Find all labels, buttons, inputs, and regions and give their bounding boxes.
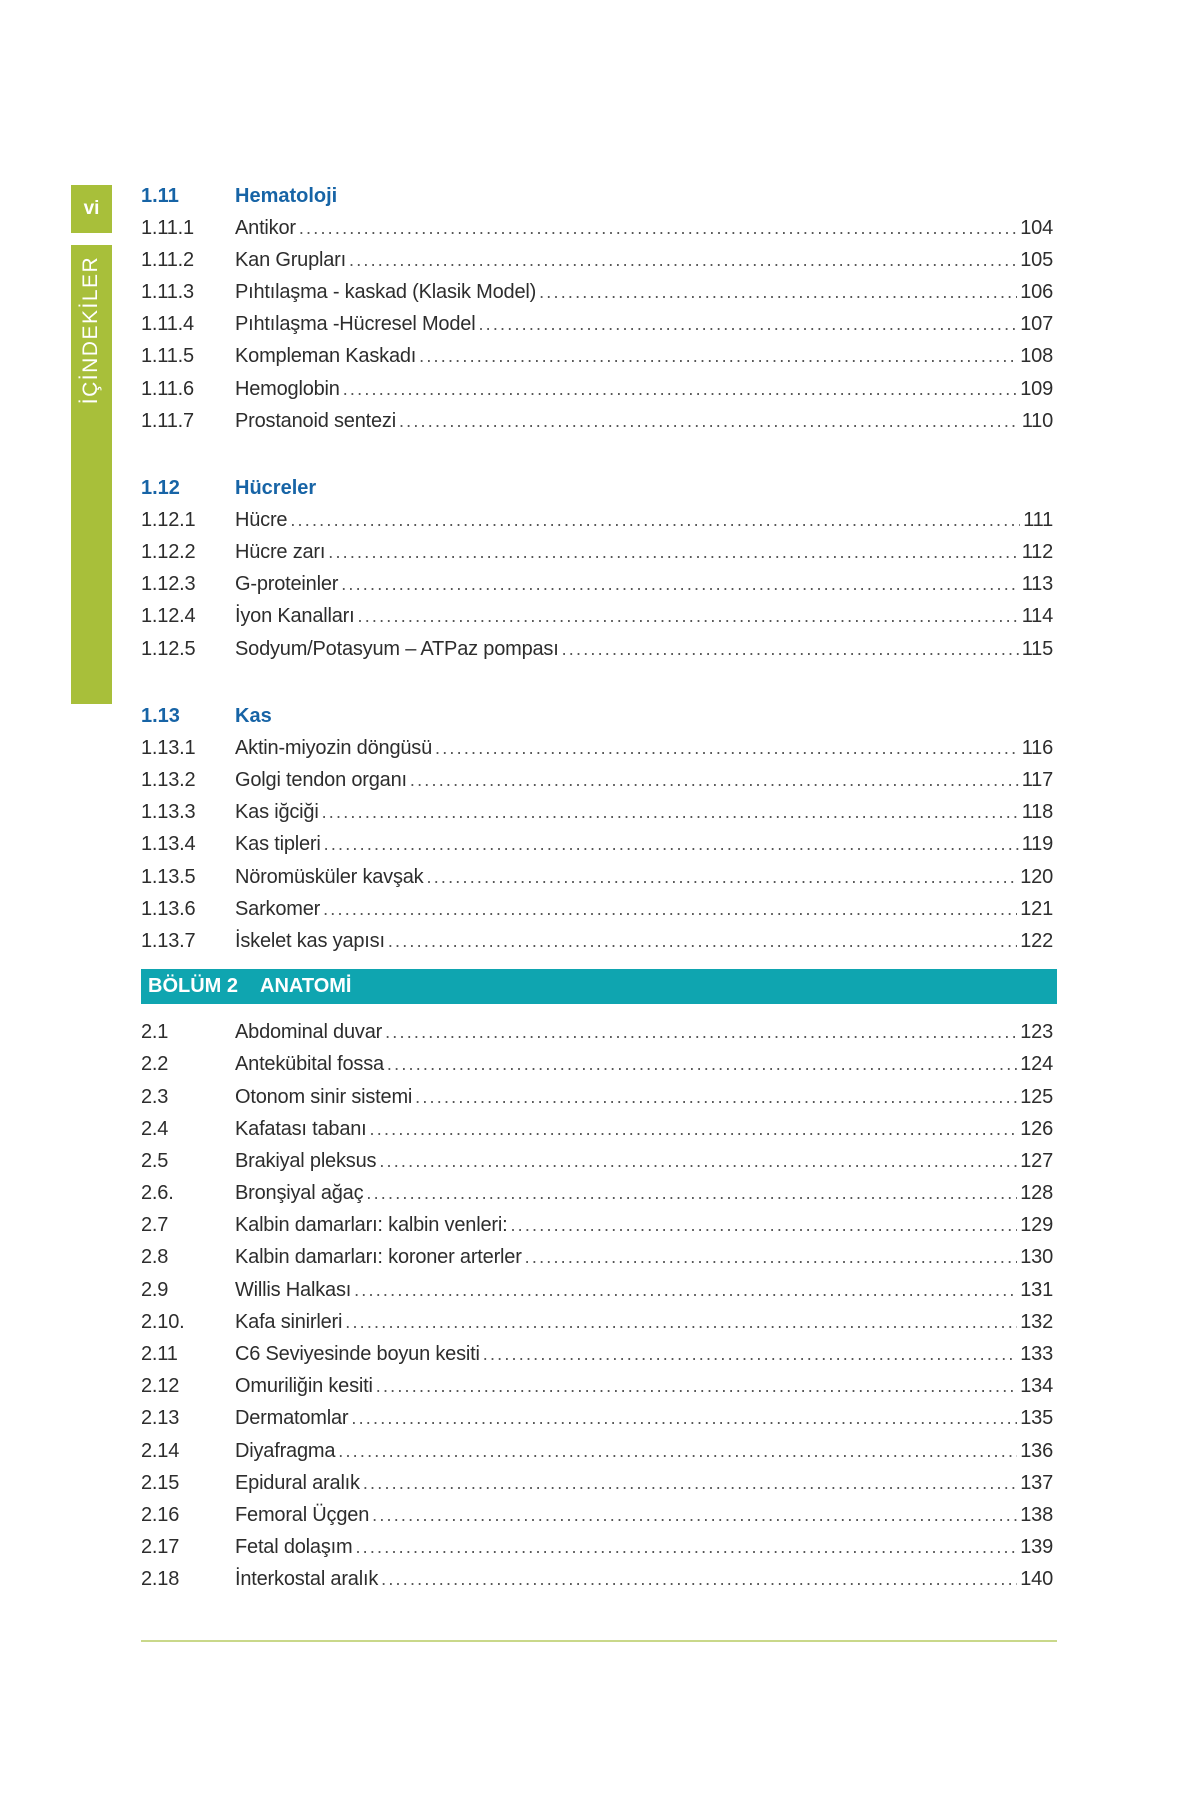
entry-title: Kan Grupları: [235, 248, 346, 271]
entry-page: 118: [1021, 801, 1053, 824]
entry-number: 1.13.4: [141, 833, 196, 856]
chapter-number: BÖLÜM 2: [148, 974, 238, 997]
toc-entry[interactable]: [141, 1274, 1053, 1306]
dot-leader: [351, 1408, 1017, 1429]
entry-page: 135: [1020, 1407, 1053, 1430]
entry-number: 2.10.: [141, 1310, 185, 1333]
toc-entry[interactable]: [141, 925, 1053, 957]
entry-page: 132: [1020, 1310, 1053, 1333]
dot-leader: [376, 1376, 1017, 1397]
section-heading[interactable]: [141, 700, 1053, 732]
entry-title: Nöromüsküler kavşak: [235, 865, 424, 888]
dot-leader: [322, 802, 1019, 823]
entry-page: 116: [1021, 736, 1053, 759]
dot-leader: [483, 1344, 1017, 1365]
dot-leader: [354, 1280, 1017, 1301]
entry-title: Dermatomlar: [235, 1407, 349, 1430]
entry-title: Willis Halkası: [235, 1278, 352, 1301]
toc-entry[interactable]: [141, 1049, 1053, 1081]
dot-leader: [387, 1054, 1017, 1075]
page-number: vi: [83, 198, 100, 219]
dot-leader: [355, 1537, 1017, 1558]
entry-page: 124: [1020, 1053, 1053, 1076]
entry-page: 112: [1021, 541, 1053, 564]
page-number-tab: [71, 185, 112, 233]
toc-entry[interactable]: [141, 1145, 1053, 1177]
dot-leader: [410, 770, 1019, 791]
entry-page: 139: [1020, 1536, 1053, 1559]
entry-title: Kas iğciği: [235, 801, 319, 824]
entry-title: G-proteinler: [235, 573, 339, 596]
entry-number: 1.12.1: [141, 508, 196, 531]
toc-entry[interactable]: [141, 244, 1053, 276]
toc-entry[interactable]: [141, 1338, 1053, 1370]
toc-entry[interactable]: [141, 861, 1053, 893]
dot-leader: [381, 1569, 1017, 1590]
toc-section-1-12: [141, 472, 1053, 665]
entry-title: Bronşiyal ağaç: [235, 1182, 364, 1205]
entry-number: 2.7: [141, 1214, 169, 1237]
toc-entry[interactable]: [141, 212, 1053, 244]
dot-leader: [323, 899, 1017, 920]
dot-leader: [343, 379, 1017, 400]
toc-entry[interactable]: [141, 276, 1053, 308]
dot-leader: [525, 1247, 1018, 1268]
entry-number: 1.11.4: [141, 313, 194, 336]
entry-title: Epidural aralık: [235, 1471, 360, 1494]
toc-entry[interactable]: [141, 764, 1053, 796]
section-number: 1.13: [141, 704, 180, 727]
entry-number: 2.18: [141, 1568, 180, 1591]
entry-number: 2.4: [141, 1117, 169, 1140]
entry-title: Pıhtılaşma - kaskad (Klasik Model): [235, 280, 537, 303]
entry-number: 2.8: [141, 1246, 169, 1269]
entry-title: Kafa sinirleri: [235, 1310, 343, 1333]
entry-title: Abdominal duvar: [235, 1021, 383, 1044]
entry-number: 1.11.5: [141, 345, 194, 368]
dot-leader: [435, 738, 1019, 759]
entry-number: 2.17: [141, 1536, 180, 1559]
entry-page: 128: [1020, 1182, 1053, 1205]
entry-page: 129: [1020, 1214, 1053, 1237]
dot-leader: [370, 1119, 1018, 1140]
entry-title: Sarkomer: [235, 897, 321, 920]
toc-entry[interactable]: [141, 1564, 1053, 1596]
entry-number: 1.12.3: [141, 573, 196, 596]
toc-entry[interactable]: [141, 1081, 1053, 1113]
chapter-heading-bar[interactable]: [141, 969, 1057, 1004]
chapter-title: ANATOMİ: [260, 974, 352, 997]
dot-leader: [510, 1215, 1017, 1236]
toc-entry[interactable]: [141, 309, 1053, 341]
entry-number: 1.11.6: [141, 377, 194, 400]
entry-page: 136: [1020, 1439, 1053, 1462]
entry-title: Brakiyal pleksus: [235, 1149, 377, 1172]
entry-page: 125: [1020, 1085, 1053, 1108]
entry-number: 2.15: [141, 1471, 180, 1494]
entry-title: Femoral Üçgen: [235, 1503, 370, 1526]
entry-page: 138: [1020, 1503, 1053, 1526]
entry-page: 127: [1020, 1149, 1053, 1172]
entry-title: Pıhtılaşma -Hücresel Model: [235, 313, 476, 336]
entry-number: 1.13.5: [141, 865, 196, 888]
toc-entry[interactable]: [141, 633, 1053, 665]
side-section-label: [71, 245, 112, 415]
entry-number: 1.11.1: [141, 216, 194, 239]
section-heading[interactable]: [141, 180, 1053, 212]
dot-leader: [366, 1183, 1017, 1204]
entry-page: 109: [1020, 377, 1053, 400]
entry-number: 2.6.: [141, 1182, 174, 1205]
entry-title: C6 Seviyesinde boyun kesiti: [235, 1343, 480, 1366]
dot-leader: [399, 411, 1019, 432]
entry-title: Hemoglobin: [235, 377, 340, 400]
dot-leader: [290, 510, 1020, 531]
dot-leader: [388, 931, 1017, 952]
toc-entry[interactable]: [141, 1467, 1053, 1499]
entry-page: 140: [1020, 1568, 1053, 1591]
entry-title: Kalbin damarları: kalbin venleri:: [235, 1214, 508, 1237]
dot-leader: [562, 639, 1019, 660]
entry-number: 1.12.2: [141, 541, 196, 564]
entry-title: Omuriliğin kesiti: [235, 1375, 373, 1398]
entry-page: 110: [1021, 409, 1053, 432]
toc-entry[interactable]: [141, 1017, 1053, 1049]
entry-number: 1.13.7: [141, 929, 196, 952]
entry-title: Fetal dolaşım: [235, 1536, 353, 1559]
entry-page: 108: [1020, 345, 1053, 368]
toc-entry[interactable]: [141, 893, 1053, 925]
entry-title: Hücre zarı: [235, 541, 326, 564]
dot-leader: [363, 1473, 1017, 1494]
entry-page: 120: [1020, 865, 1053, 888]
entry-title: Sodyum/Potasyum – ATPaz pompası: [235, 637, 559, 660]
entry-number: 1.13.1: [141, 736, 196, 759]
entry-page: 119: [1021, 833, 1053, 856]
entry-page: 106: [1020, 280, 1053, 303]
entry-number: 2.5: [141, 1149, 169, 1172]
entry-number: 1.11.7: [141, 409, 194, 432]
entry-number: 1.12.4: [141, 605, 196, 628]
toc-entry[interactable]: [141, 829, 1053, 861]
entry-number: 1.11.2: [141, 248, 194, 271]
entry-page: 130: [1020, 1246, 1053, 1269]
toc-entry[interactable]: [141, 341, 1053, 373]
dot-leader: [539, 282, 1017, 303]
toc-entry[interactable]: [141, 1532, 1053, 1564]
entry-title: Kalbin damarları: koroner arterler: [235, 1246, 522, 1269]
entry-number: 2.2: [141, 1053, 169, 1076]
section-number: 1.11: [141, 184, 179, 207]
entry-page: 126: [1020, 1117, 1053, 1140]
toc-entry[interactable]: [141, 405, 1053, 437]
entry-number: 1.11.3: [141, 280, 194, 303]
entry-title: İskelet kas yapısı: [235, 929, 385, 952]
entry-page: 105: [1020, 248, 1053, 271]
toc-entry[interactable]: [141, 1403, 1053, 1435]
dot-leader: [419, 346, 1017, 367]
entry-page: 137: [1020, 1471, 1053, 1494]
entry-number: 2.12: [141, 1375, 180, 1398]
entry-number: 2.14: [141, 1439, 180, 1462]
toc-entry[interactable]: [141, 732, 1053, 764]
entry-title: Hücre: [235, 508, 288, 531]
entry-number: 2.16: [141, 1503, 180, 1526]
table-of-contents: [141, 180, 1053, 1631]
entry-title: Antekübital fossa: [235, 1053, 384, 1076]
dot-leader: [372, 1505, 1017, 1526]
toc-entry[interactable]: [141, 1306, 1053, 1338]
toc-entry[interactable]: [141, 1113, 1053, 1145]
entry-number: 1.13.2: [141, 769, 196, 792]
toc-entry[interactable]: [141, 797, 1053, 829]
toc-entry[interactable]: [141, 569, 1053, 601]
entry-page: 121: [1020, 897, 1053, 920]
dot-leader: [338, 1441, 1017, 1462]
toc-entry[interactable]: [141, 373, 1053, 405]
dot-leader: [349, 250, 1017, 271]
entry-page: 123: [1020, 1021, 1053, 1044]
toc-entry[interactable]: [141, 1499, 1053, 1531]
entry-page: 133: [1020, 1343, 1053, 1366]
entry-number: 1.13.3: [141, 801, 196, 824]
section-title: Hematoloji: [235, 184, 338, 207]
entry-page: 113: [1021, 573, 1053, 596]
dot-leader: [299, 218, 1017, 239]
dot-leader: [341, 574, 1019, 595]
entry-title: Kas tipleri: [235, 833, 321, 856]
entry-number: 2.3: [141, 1085, 169, 1108]
entry-title: Antikor: [235, 216, 296, 239]
toc-entry[interactable]: [141, 1371, 1053, 1403]
entry-title: Kafatası tabanı: [235, 1117, 367, 1140]
section-title: Kas: [235, 704, 272, 727]
dot-leader: [358, 606, 1019, 627]
entry-page: 131: [1020, 1278, 1053, 1301]
entry-title: Golgi tendon organı: [235, 769, 407, 792]
section-heading[interactable]: [141, 472, 1053, 504]
entry-page: 114: [1021, 605, 1053, 628]
entry-page: 115: [1021, 637, 1053, 660]
toc-section-1-13: [141, 700, 1053, 957]
entry-title: İyon Kanalları: [235, 605, 355, 628]
dot-leader: [385, 1022, 1017, 1043]
dot-leader: [427, 867, 1018, 888]
entry-title: Kompleman Kaskadı: [235, 345, 417, 368]
entry-title: Diyafragma: [235, 1439, 336, 1462]
entry-number: 1.13.6: [141, 897, 196, 920]
dot-leader: [328, 542, 1018, 563]
toc-entry[interactable]: [141, 1242, 1053, 1274]
side-label-text: İÇİNDEKİLER: [79, 255, 103, 405]
toc-section-1-11: [141, 180, 1053, 437]
section-number: 1.12: [141, 476, 180, 499]
entry-page: 107: [1020, 313, 1053, 336]
entry-page: 117: [1021, 769, 1053, 792]
toc-entry[interactable]: [141, 504, 1053, 536]
entry-title: İnterkostal aralık: [235, 1568, 379, 1591]
entry-title: Prostanoid sentezi: [235, 409, 396, 432]
toc-entry[interactable]: [141, 1178, 1053, 1210]
dot-leader: [478, 314, 1017, 335]
dot-leader: [415, 1087, 1017, 1108]
toc-entry[interactable]: [141, 537, 1053, 569]
dot-leader: [324, 834, 1019, 855]
entry-title: Aktin-miyozin döngüsü: [235, 736, 433, 759]
entry-page: 122: [1020, 929, 1053, 952]
entry-page: 134: [1020, 1375, 1053, 1398]
entry-number: 2.13: [141, 1407, 180, 1430]
entry-page: 111: [1023, 508, 1053, 531]
dot-leader: [345, 1312, 1017, 1333]
toc-entry[interactable]: [141, 1210, 1053, 1242]
entry-number: 2.11: [141, 1343, 178, 1366]
toc-entry[interactable]: [141, 601, 1053, 633]
entry-page: 104: [1020, 216, 1053, 239]
section-title: Hücreler: [235, 476, 317, 499]
toc-chapter-2-entries: [141, 1017, 1053, 1596]
toc-entry[interactable]: [141, 1435, 1053, 1467]
entry-number: 1.12.5: [141, 637, 196, 660]
entry-number: 2.1: [141, 1021, 169, 1044]
bottom-divider: [141, 1640, 1057, 1642]
entry-number: 2.9: [141, 1278, 169, 1301]
dot-leader: [379, 1151, 1017, 1172]
entry-title: Otonom sinir sistemi: [235, 1085, 413, 1108]
